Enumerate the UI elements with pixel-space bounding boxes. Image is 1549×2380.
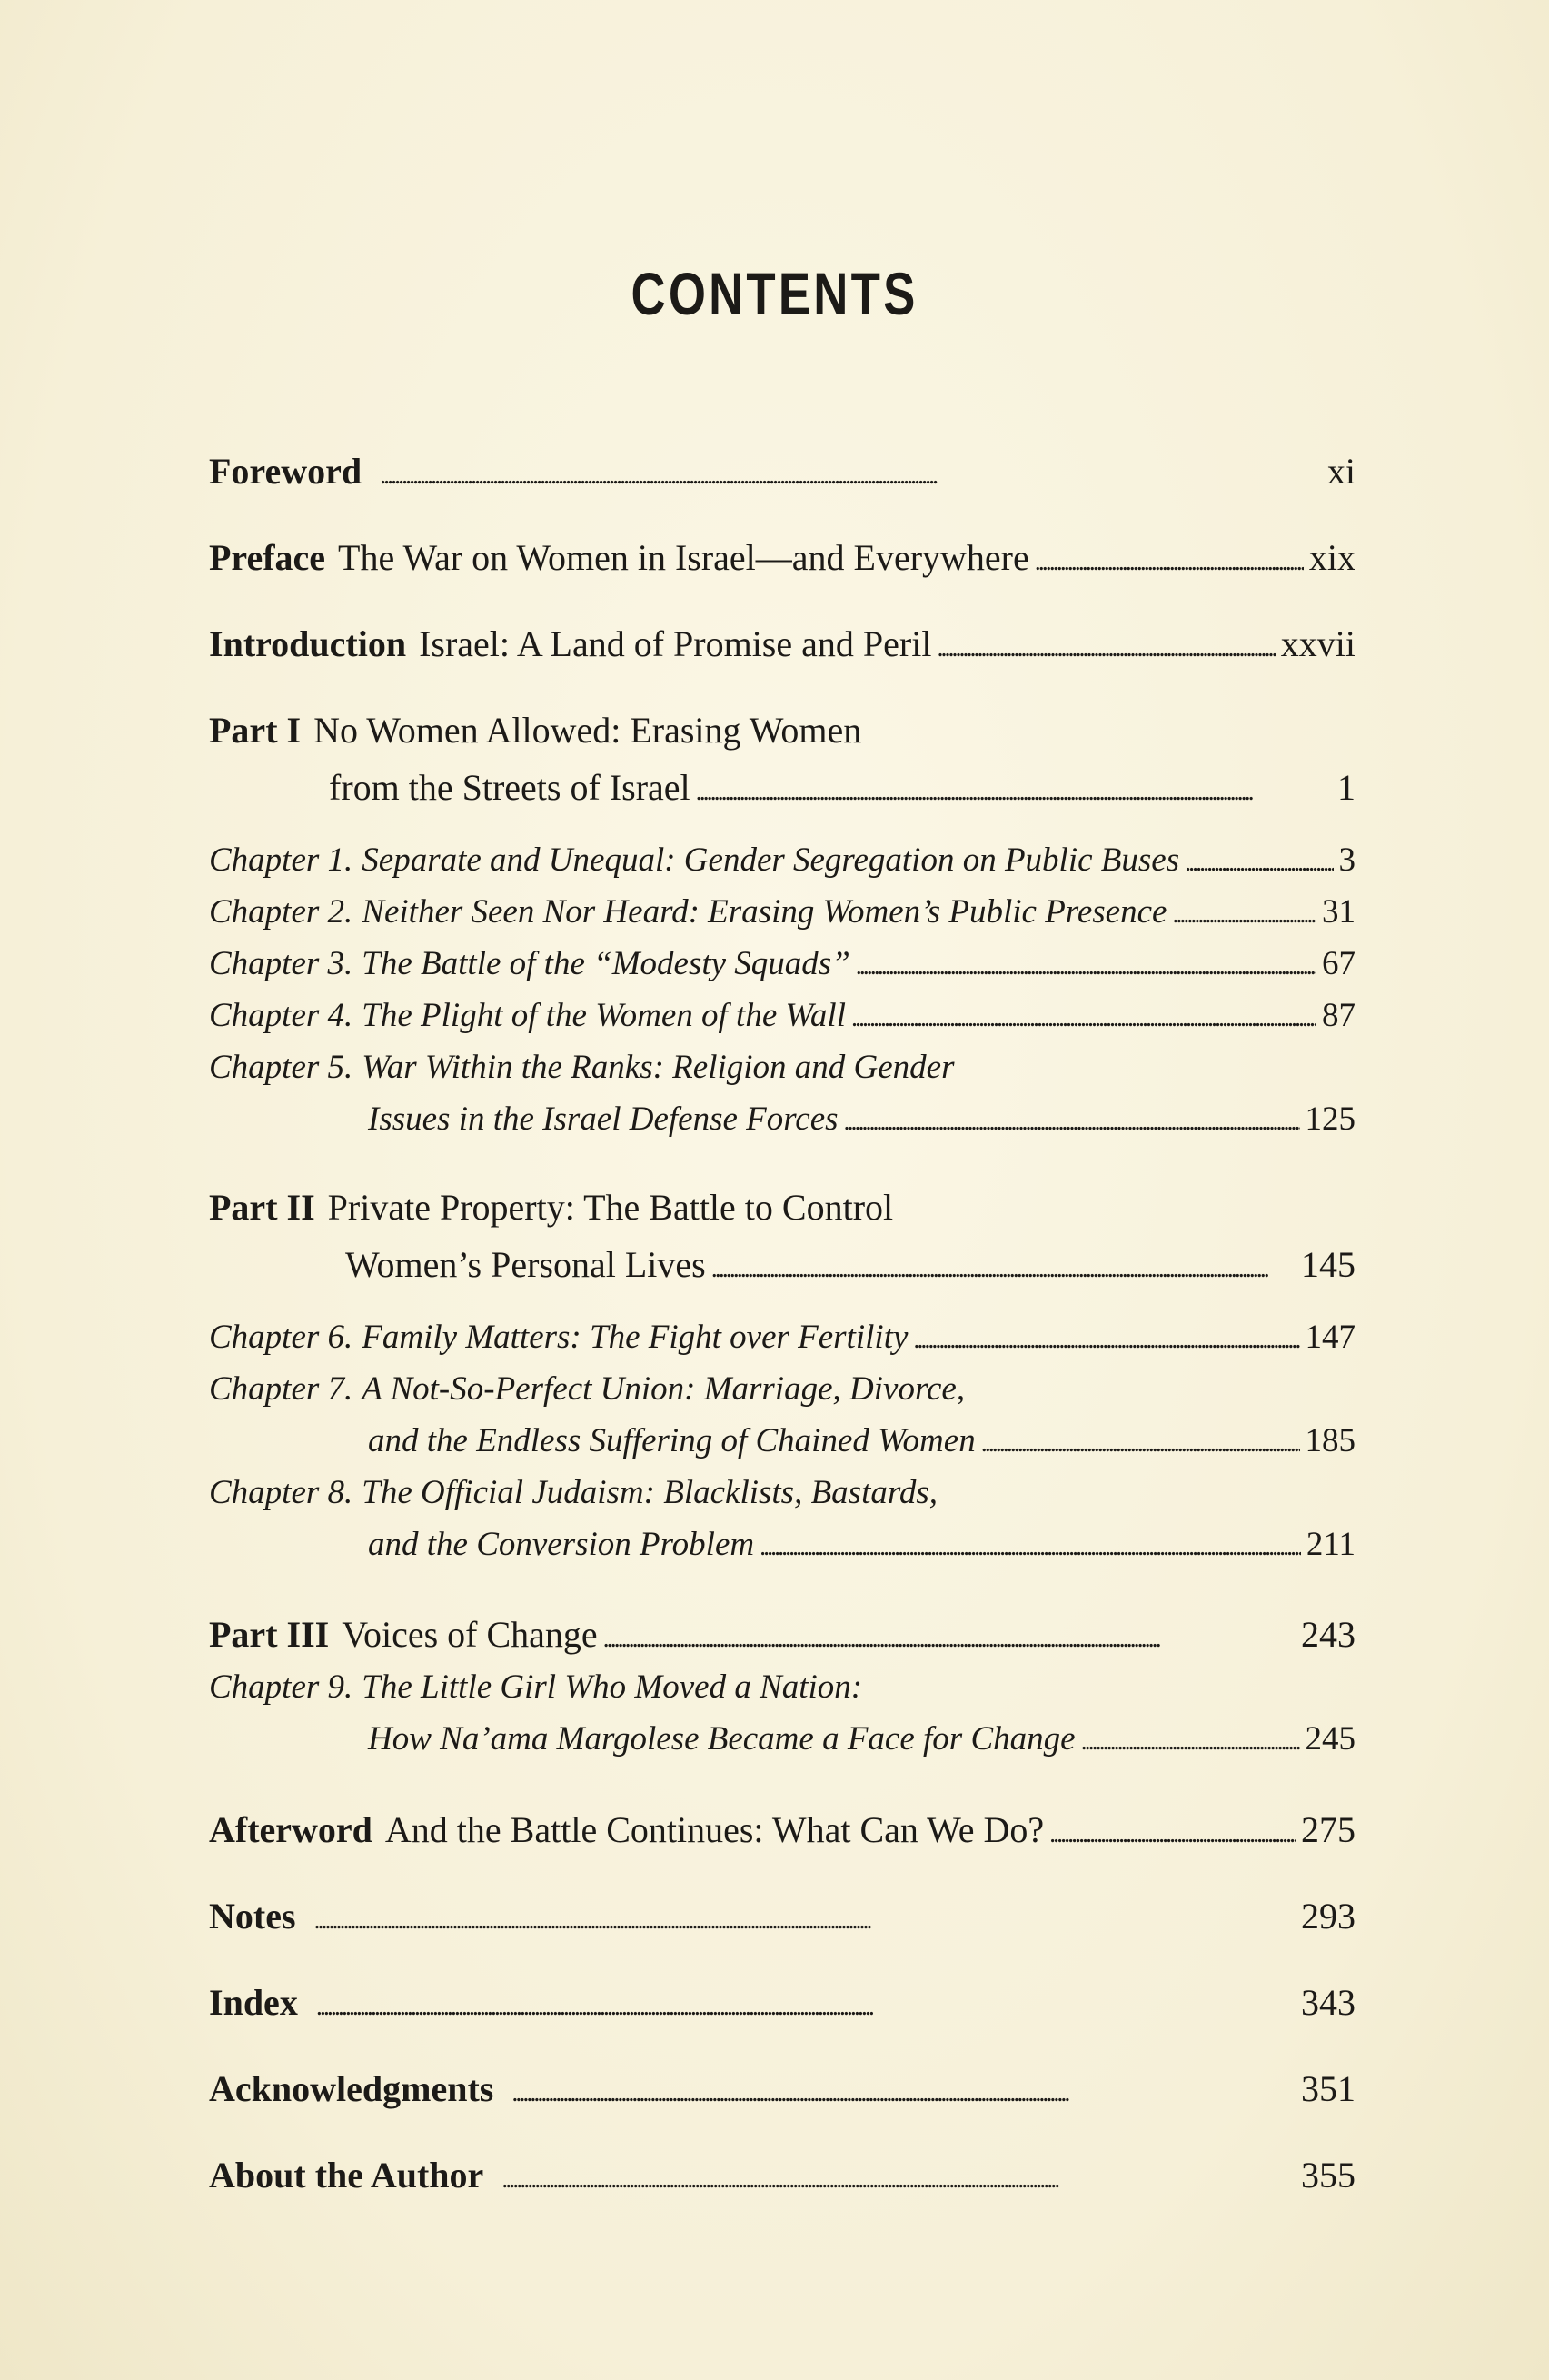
leader-dots	[1035, 536, 1304, 579]
entry-label: Chapter 9.	[209, 1668, 353, 1706]
leader-dots	[856, 944, 1316, 983]
entry-label: Foreword	[209, 451, 362, 492]
entry-page: 211	[1306, 1526, 1355, 1563]
entry-label: Notes	[209, 1896, 296, 1937]
entry-label: Chapter 5.	[209, 1049, 353, 1086]
entry-page: 145	[1301, 1244, 1355, 1285]
toc-entry-part-2[interactable]	[345, 1243, 1355, 1286]
entry-page: 147	[1305, 1319, 1355, 1356]
leader-dots	[913, 1318, 1299, 1357]
leader-dots	[981, 1421, 1300, 1460]
entry-page: 351	[1301, 2068, 1355, 2109]
toc-entry-index[interactable]	[209, 1981, 1355, 2024]
toc-entry-chapter-8[interactable]	[368, 1525, 1355, 1564]
entry-label: Chapter 6.	[209, 1319, 353, 1356]
entry-title-cont: How Na’ama Margolese Became a Face for Change	[368, 1720, 1076, 1758]
entry-page: 87	[1322, 997, 1355, 1034]
leader-dots	[314, 1895, 1296, 1937]
entry-title: War Within the Ranks: Religion and Gender	[362, 1049, 955, 1086]
toc-entry-chapter-9-line1[interactable]	[209, 1668, 862, 1707]
toc-entry-chapter-3[interactable]	[209, 944, 1355, 983]
entry-title: The War on Women in Israel—and Everywhere	[338, 537, 1029, 578]
entry-title: Family Matters: The Fight over Fertility	[362, 1319, 909, 1356]
entry-page: 125	[1305, 1100, 1355, 1138]
toc-entry-part-3[interactable]	[209, 1613, 1355, 1656]
entry-label: Chapter 7.	[209, 1370, 353, 1408]
entry-title-cont: from the Streets of Israel	[329, 767, 690, 808]
entry-page: 275	[1301, 1809, 1355, 1850]
leader-dots	[851, 996, 1316, 1035]
entry-label: Introduction	[209, 623, 407, 664]
entry-label: About the Author	[209, 2155, 484, 2196]
leader-dots	[1049, 1808, 1296, 1851]
toc-entry-notes[interactable]	[209, 1895, 1355, 1937]
entry-page: xxvii	[1280, 623, 1355, 664]
entry-page: 355	[1301, 2155, 1355, 2196]
toc-entry-chapter-7[interactable]	[368, 1421, 1355, 1460]
entry-title-cont: Women’s Personal Lives	[345, 1244, 706, 1285]
entry-title: Private Property: The Battle to Control	[327, 1187, 894, 1228]
leader-dots	[844, 1100, 1300, 1139]
entry-page: 3	[1338, 841, 1355, 879]
entry-label: Part III	[209, 1614, 330, 1655]
toc-entry-about-the-author[interactable]	[209, 2154, 1355, 2196]
leader-dots	[603, 1613, 1296, 1656]
entry-title: Neither Seen Nor Heard: Erasing Women’s Public Presence	[362, 893, 1167, 931]
entry-label: Chapter 8.	[209, 1474, 353, 1511]
entry-page: 67	[1322, 945, 1355, 982]
entry-label: Chapter 4.	[209, 997, 353, 1034]
leader-dots	[511, 2067, 1296, 2110]
entry-page: 1	[1337, 767, 1355, 808]
entry-title-cont: Issues in the Israel Defense Forces	[368, 1100, 839, 1138]
toc-entry-chapter-2[interactable]	[209, 892, 1355, 931]
entry-label: Acknowledgments	[209, 2068, 494, 2109]
toc-entry-chapter-4[interactable]	[209, 996, 1355, 1035]
entry-page: 185	[1305, 1422, 1355, 1459]
entry-title: And the Battle Continues: What Can We Do?	[384, 1809, 1045, 1850]
entry-title: The Plight of the Women of the Wall	[362, 997, 846, 1034]
leader-dots	[696, 766, 1332, 809]
entry-page: 245	[1305, 1720, 1355, 1758]
toc-entry-chapter-9[interactable]	[368, 1719, 1355, 1758]
toc-entry-chapter-6[interactable]	[209, 1318, 1355, 1357]
entry-label: Part II	[209, 1187, 315, 1228]
toc-entry-foreword[interactable]	[209, 450, 1355, 493]
toc-entry-acknowledgments[interactable]	[209, 2067, 1355, 2110]
entry-title: The Official Judaism: Blacklists, Bastards,	[362, 1474, 938, 1511]
entry-title: Voices of Change	[342, 1614, 598, 1655]
toc-entry-afterword[interactable]	[209, 1808, 1355, 1851]
leader-dots	[711, 1243, 1296, 1286]
entry-label: Part I	[209, 710, 302, 751]
toc-entry-chapter-5-line1[interactable]	[209, 1048, 955, 1087]
entry-page: 343	[1301, 1982, 1355, 2023]
entry-title: The Little Girl Who Moved a Nation:	[362, 1668, 863, 1706]
entry-label: Chapter 3.	[209, 945, 353, 982]
entry-page: 31	[1322, 893, 1355, 931]
entry-page: xix	[1308, 537, 1355, 578]
leader-dots	[760, 1525, 1301, 1564]
leader-dots	[1185, 841, 1333, 880]
entry-label: Chapter 1.	[209, 841, 353, 879]
entry-page: xi	[1326, 451, 1355, 492]
leader-dots	[1172, 892, 1316, 931]
entry-title: No Women Allowed: Erasing Women	[313, 710, 862, 751]
toc-entry-chapter-1[interactable]	[209, 841, 1355, 880]
entry-title-cont: and the Endless Suffering of Chained Women	[368, 1422, 976, 1459]
entry-page: 243	[1301, 1614, 1355, 1655]
toc-entry-part-1[interactable]	[329, 766, 1355, 809]
toc-entry-part-2-line1[interactable]	[209, 1186, 893, 1229]
toc-entry-chapter-7-line1[interactable]	[209, 1369, 965, 1409]
leader-dots	[937, 622, 1275, 665]
leader-dots	[1081, 1719, 1300, 1758]
entry-title: The Battle of the “Modesty Squads”	[362, 945, 850, 982]
entry-title: Separate and Unequal: Gender Segregation on Public Buses	[362, 841, 1180, 879]
entry-title: Israel: A Land of Promise and Peril	[419, 623, 932, 664]
entry-label: Chapter 2.	[209, 893, 353, 931]
toc-entry-part-1-line1[interactable]	[209, 709, 861, 752]
entry-title-cont: and the Conversion Problem	[368, 1526, 755, 1563]
entry-label: Preface	[209, 537, 326, 578]
page-title: CONTENTS	[631, 260, 918, 327]
entry-title: A Not-So-Perfect Union: Marriage, Divorce,	[362, 1370, 966, 1408]
leader-dots	[380, 450, 1322, 493]
leader-dots	[501, 2154, 1296, 2196]
toc-entry-chapter-8-line1[interactable]	[209, 1473, 938, 1512]
entry-label: Afterword	[209, 1809, 372, 1850]
entry-label: Index	[209, 1982, 298, 2023]
entry-page: 293	[1301, 1896, 1355, 1937]
leader-dots	[316, 1981, 1296, 2024]
toc-entry-chapter-5[interactable]	[368, 1100, 1355, 1139]
toc-entry-introduction[interactable]	[209, 622, 1355, 665]
toc-entry-preface[interactable]	[209, 536, 1355, 579]
